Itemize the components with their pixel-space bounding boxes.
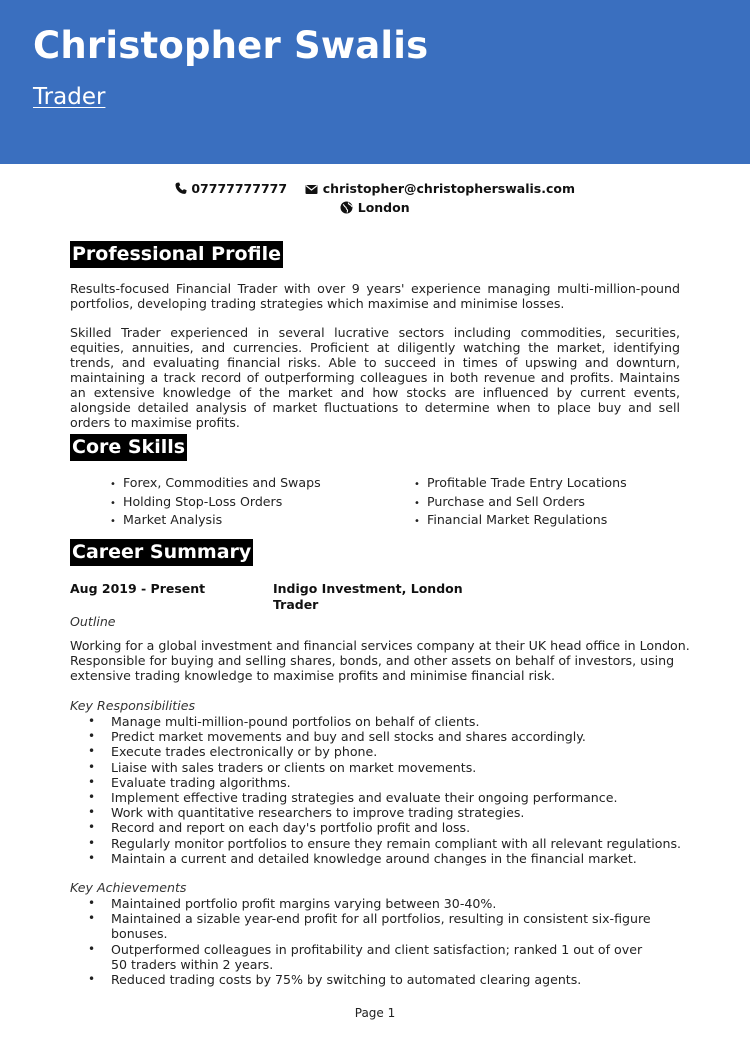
job-company: Indigo Investment, London	[273, 581, 463, 596]
list-item: • Predict market movements and buy and sell stocks and shares accordingly.	[70, 729, 690, 744]
skill-item: • Market Analysis	[110, 512, 321, 531]
email-address: christopher@christopherswalis.com	[322, 181, 575, 196]
location-text: London	[357, 200, 410, 215]
list-item: • Work with quantitative researchers to improve trading strategies.	[70, 805, 690, 820]
skill-item: • Holding Stop-Loss Orders	[110, 494, 321, 513]
list-item: • Liaise with sales traders or clients on market movements.	[70, 760, 690, 775]
skills-list-right	[414, 475, 627, 531]
candidate-role: Trader	[33, 84, 106, 110]
header-banner	[0, 0, 750, 164]
list-item: • Implement effective trading strategies and evaluate their ongoing performance.	[70, 790, 690, 805]
job-dates: Aug 2019 - Present	[70, 581, 206, 596]
contact-row-2	[0, 200, 750, 215]
skills-list-left	[110, 475, 321, 531]
responsibilities-list	[70, 714, 690, 866]
page-number: Page 1	[354, 1006, 396, 1020]
skill-item: • Profitable Trade Entry Locations	[414, 475, 627, 494]
list-item: • Reduced trading costs by 75% by switching to automated clearing agents.	[70, 972, 660, 987]
contact-email	[305, 181, 575, 196]
list-item: • Maintained portfolio profit margins varying between 30-40%.	[70, 896, 660, 911]
outline-label: Outline	[70, 614, 116, 629]
profile-paragraph-1: Results-focused Financial Trader with over 9 years' experience managing multi-million-pound portfolios, developing trading strategies which maximise and minimise losses.	[70, 281, 680, 311]
phone-icon	[175, 182, 187, 195]
skill-item: • Forex, Commodities and Swaps	[110, 475, 321, 494]
candidate-name: Christopher Swalis	[33, 24, 429, 67]
contact-row-1	[0, 181, 750, 196]
skill-item: • Financial Market Regulations	[414, 512, 627, 531]
globe-icon	[340, 201, 353, 214]
list-item: • Record and report on each day's portfolio profit and loss.	[70, 820, 690, 835]
contact-phone	[175, 181, 287, 196]
list-item: • Maintain a current and detailed knowledge around changes in the financial market.	[70, 851, 690, 866]
list-item: • Outperformed colleagues in profitability and client satisfaction; ranked 1 out of over 50 traders within 2 years.	[70, 942, 660, 972]
list-item: • Manage multi-million-pound portfolios on behalf of clients.	[70, 714, 690, 729]
responsibilities-label: Key Responsibilities	[70, 698, 196, 713]
envelope-icon	[305, 184, 318, 195]
skill-item: • Purchase and Sell Orders	[414, 494, 627, 513]
section-title-profile: Professional Profile	[70, 241, 283, 268]
job-position: Trader	[273, 597, 319, 612]
job-outline: Working for a global investment and financial services company at their UK head office in London. Responsible for buying and selling shares, bonds, and other assets on behalf of investors, using extensive trading knowledge to maximise profits and minimise financial risk.	[70, 638, 690, 683]
list-item: • Execute trades electronically or by phone.	[70, 744, 690, 759]
contact-location	[340, 200, 409, 215]
section-title-skills: Core Skills	[70, 434, 187, 461]
list-item: • Regularly monitor portfolios to ensure they remain compliant with all relevant regulations.	[70, 836, 690, 851]
profile-paragraph-2: Skilled Trader experienced in several lucrative sectors including commodities, securities, equities, annuities, and currencies. Proficient at diligently watching the market, identifying trends, and evaluating financial risks. Able to succeed in times of upswing and downturn, maintaining a track record of outperforming colleagues in both revenue and profits. Maintains an extensive knowledge of the market and how stocks are influenced by current events, alongside detailed analysis of market fluctuations to determine when to place buy and sell orders to maximise profits.	[70, 325, 680, 430]
phone-number: 07777777777	[191, 181, 288, 196]
list-item: • Evaluate trading algorithms.	[70, 775, 690, 790]
section-title-career: Career Summary	[70, 539, 253, 566]
list-item: • Maintained a sizable year-end profit for all portfolios, resulting in consistent six-figure bonuses.	[70, 911, 660, 941]
achievements-list	[70, 896, 660, 987]
achievements-label: Key Achievements	[70, 880, 187, 895]
